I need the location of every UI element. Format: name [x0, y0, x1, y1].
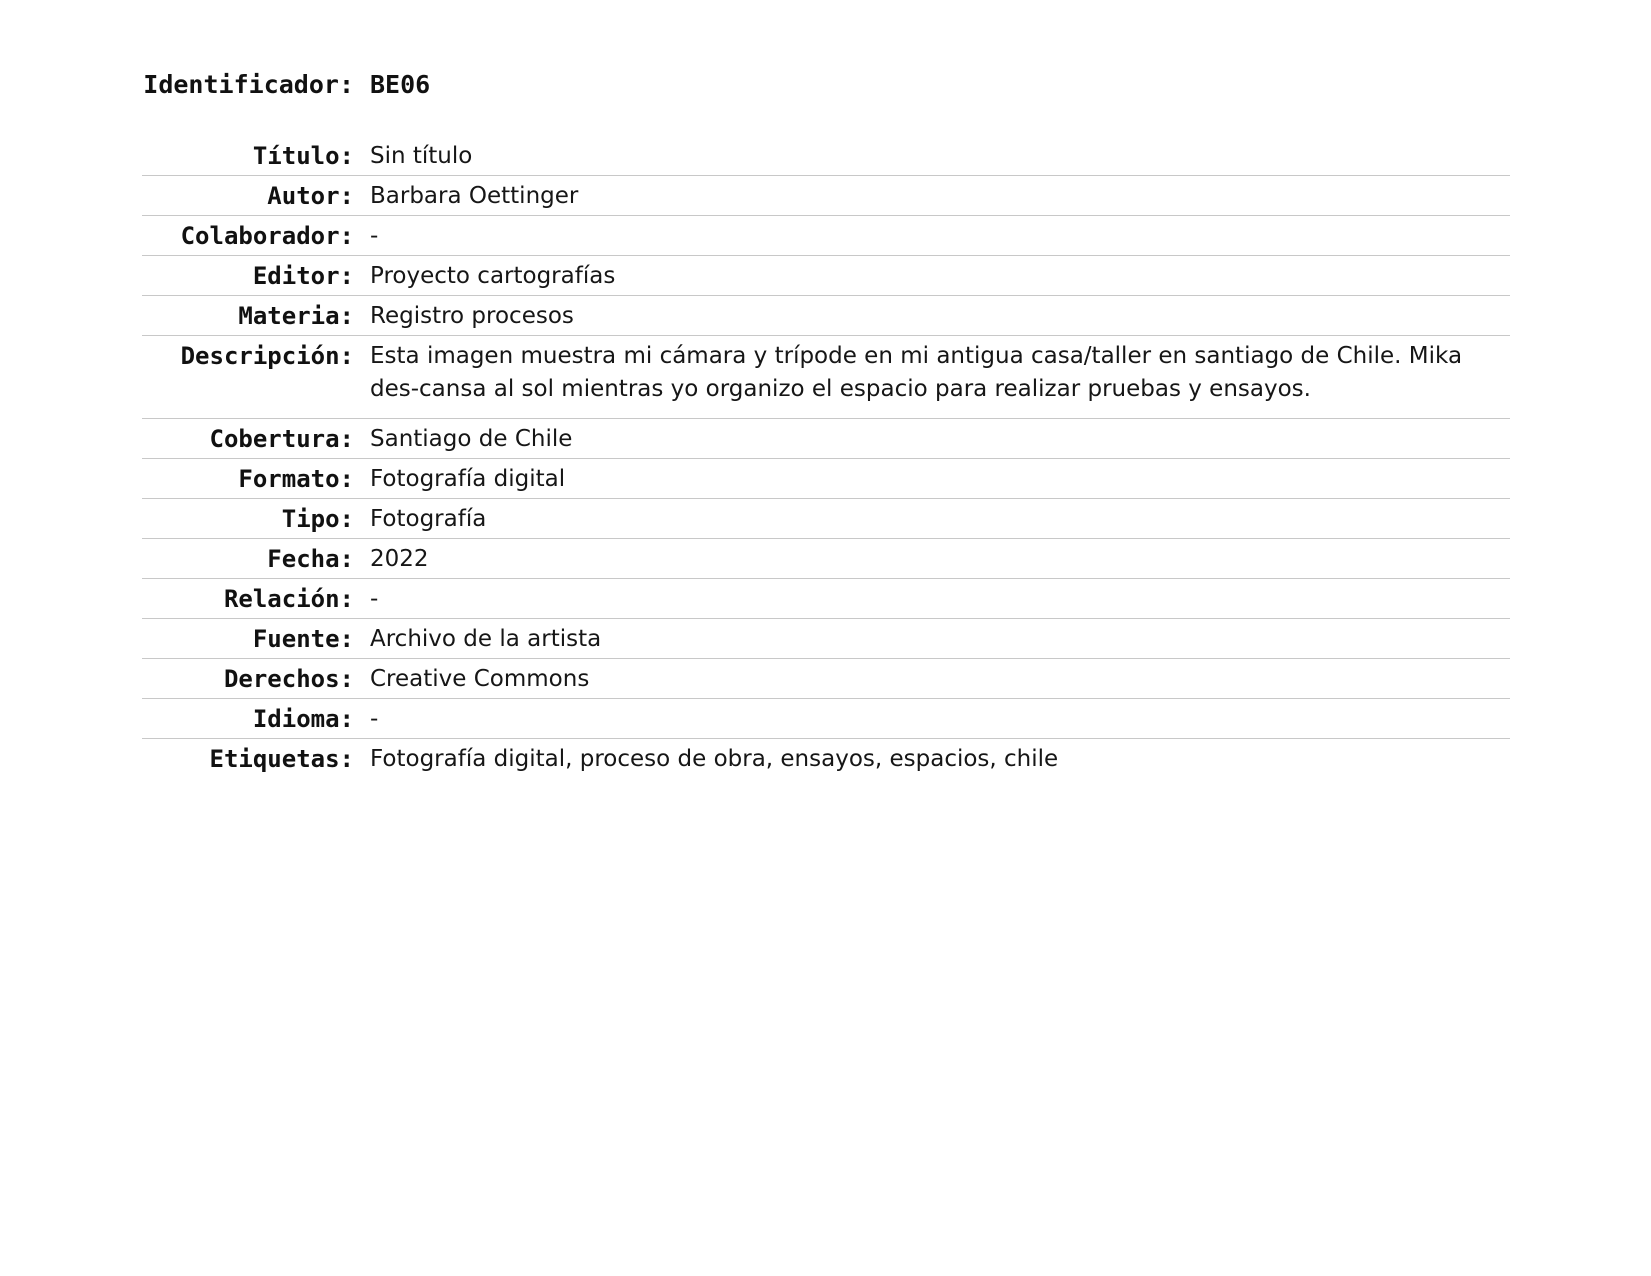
- metadata-table: [142, 136, 1510, 779]
- field-row-titulo: [142, 136, 1510, 176]
- identifier-value: BE06: [370, 70, 431, 99]
- field-row-derechos: [142, 659, 1510, 699]
- field-label: Etiquetas:: [209, 745, 354, 773]
- field-row-autor: [142, 176, 1510, 216]
- field-value: Fotografía: [370, 506, 487, 532]
- field-label: Idioma:: [252, 705, 354, 733]
- field-value: -: [370, 706, 379, 732]
- field-label: Fecha:: [267, 545, 354, 573]
- field-label: Derechos:: [223, 665, 354, 693]
- field-value: Registro procesos: [370, 303, 574, 329]
- field-row-materia: [142, 296, 1510, 336]
- metadata-record: [142, 70, 1510, 779]
- field-value: Esta imagen muestra mi cámara y trípode en mi antigua casa/taller en santiago de Chile. Mika des-cansa al sol mientras yo organizo el espacio para realizar pruebas y ensayos.: [370, 343, 1463, 402]
- field-label: Descripción:: [180, 342, 354, 370]
- field-label: Cobertura:: [209, 425, 354, 453]
- identifier-header: [142, 70, 1510, 112]
- field-value: Proyecto cartografías: [370, 263, 616, 289]
- field-label: Colaborador:: [180, 222, 354, 250]
- field-row-etiquetas: [142, 739, 1510, 779]
- field-row-cobertura: [142, 419, 1510, 459]
- field-row-colaborador: [142, 216, 1510, 256]
- field-label: Formato:: [238, 465, 354, 493]
- field-value: 2022: [370, 546, 429, 572]
- field-row-idioma: [142, 699, 1510, 739]
- field-value: Santiago de Chile: [370, 426, 573, 452]
- field-row-tipo: [142, 499, 1510, 539]
- field-value: Barbara Oettinger: [370, 183, 579, 209]
- field-label: Tipo:: [281, 505, 354, 533]
- identifier-label: Identificador:: [143, 70, 354, 99]
- field-value: -: [370, 223, 379, 249]
- field-label: Título:: [252, 142, 354, 170]
- field-label: Fuente:: [252, 625, 354, 653]
- field-value: Fotografía digital, proceso de obra, ensayos, espacios, chile: [370, 746, 1059, 772]
- field-label: Relación:: [223, 585, 354, 613]
- field-row-fuente: [142, 619, 1510, 659]
- field-value: Sin título: [370, 143, 473, 169]
- field-row-editor: [142, 256, 1510, 296]
- field-label: Editor:: [252, 262, 354, 290]
- field-row-formato: [142, 459, 1510, 499]
- field-value: Fotografía digital: [370, 466, 566, 492]
- field-row-descripcion: [142, 336, 1510, 419]
- field-label: Materia:: [238, 302, 354, 330]
- field-value: Creative Commons: [370, 666, 590, 692]
- field-value: -: [370, 586, 379, 612]
- field-label: Autor:: [267, 182, 354, 210]
- field-row-fecha: [142, 539, 1510, 579]
- field-row-relacion: [142, 579, 1510, 619]
- field-value: Archivo de la artista: [370, 626, 602, 652]
